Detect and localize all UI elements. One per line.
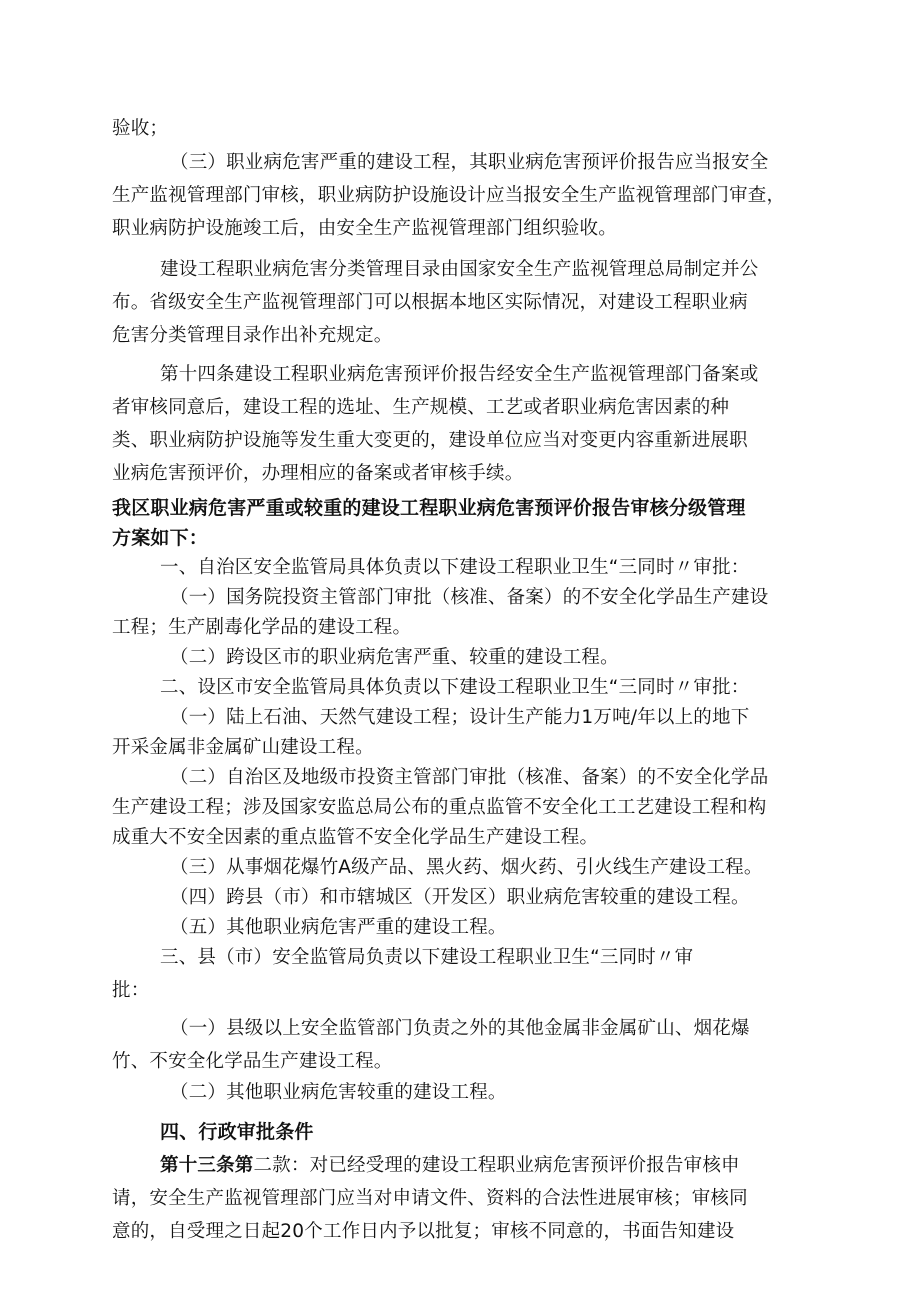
section-heading: 方案如下： [112,527,209,549]
text-line: （三）从事烟花爆竹A级产品、黑火药、烟火药、引火线生产建设工程。 [170,857,763,878]
section-heading: 四、行政审批条件 [160,1121,314,1143]
text-line: （一）县级以上安全监管部门负责之外的其他金属非金属矿山、烟花爆 [170,1018,750,1039]
text-line: 开采金属非金属矿山建设工程。 [112,737,374,758]
text-line: 一、自治区安全监管局具体负责以下建设工程职业卫生“三同时〃审批： [160,557,750,578]
article-text: 二款：对已经受理的建设工程职业病危害预评价报告审核申 [253,1155,740,1176]
text-line [160,1151,820,1181]
text-line: 生产建设工程；涉及国家安监总局公布的重点监管不安全化工工艺建设工程和构 [112,797,767,818]
text-line: （一）陆上石油、天然气建设工程；设计生产能力1万吨/年以上的地下 [170,707,750,728]
text-line: 者审核同意后，建设工程的选址、生产规模、工艺或者职业病危害因素的种 [112,397,730,418]
text-line: 生产监视管理部门审核，职业病防护设施设计应当报安全生产监视管理部门审查， [112,185,786,206]
text-line: 意的，自受理之日起20个工作日内予以批复；审核不同意的，书面告知建设 [112,1221,735,1242]
text-line: 职业病防护设施竣工后，由安全生产监视管理部门组织验收。 [112,218,617,239]
text-line: 竹、不安全化学品生产建设工程。 [112,1051,393,1072]
text-line: 业病危害预评价，办理相应的备案或者审核手续。 [112,463,524,484]
section-heading: 我区职业病危害严重或较重的建设工程职业病危害预评价报告审核分级管理 [112,497,746,519]
text-line: 请，安全生产监视管理部门应当对申请文件、资料的合法性进展审核；审核同 [112,1188,748,1209]
text-line: 成重大不安全因素的重点监管不安全化学品生产建设工程。 [112,827,599,848]
text-line: 工程；生产剧毒化学品的建设工程。 [112,617,412,638]
text-line: 类、职业病防护设施等发生重大变更的，建设单位应当对变更内容重新进展职 [112,430,748,451]
text-line: 建设工程职业病危害分类管理目录由国家安全生产监视管理总局制定并公 [160,259,759,280]
text-line: 批： [112,980,150,1001]
text-line: 第十四条建设工程职业病危害预评价报告经安全生产监视管理部门备案或 [160,364,759,385]
text-line: 危害分类管理目录作出补充规定。 [112,325,393,346]
text-line: 二、设区市安全监管局具体负责以下建设工程职业卫生“三同时〃审批： [160,677,750,698]
text-line: 布。省级安全生产监视管理部门可以根据本地区实际情况，对建设工程职业病 [112,292,748,313]
text-line: （四）跨县（市）和市辖城区（开发区）职业病危害较重的建设工程。 [170,887,750,908]
text-line: （三）职业病危害严重的建设工程，其职业病危害预评价报告应当报安全 [170,152,769,173]
text-line: （五）其他职业病危害严重的建设工程。 [170,917,507,938]
article-label: 第十三条第 [160,1155,254,1176]
text-line: （二）跨设区市的职业病危害严重、较重的建设工程。 [170,647,619,668]
text-line: 验收； [112,118,169,139]
text-line: 三、县（市）安全监管局负责以下建设工程职业卫生“三同时〃审 [160,947,694,968]
text-line: （二）自治区及地级市投资主管部门审批（核准、备案）的不安全化学品 [170,767,769,788]
text-line: （二）其他职业病危害较重的建设工程。 [170,1082,507,1103]
text-line: （一）国务院投资主管部门审批（核准、备案）的不安全化学品生产建设 [170,587,769,608]
